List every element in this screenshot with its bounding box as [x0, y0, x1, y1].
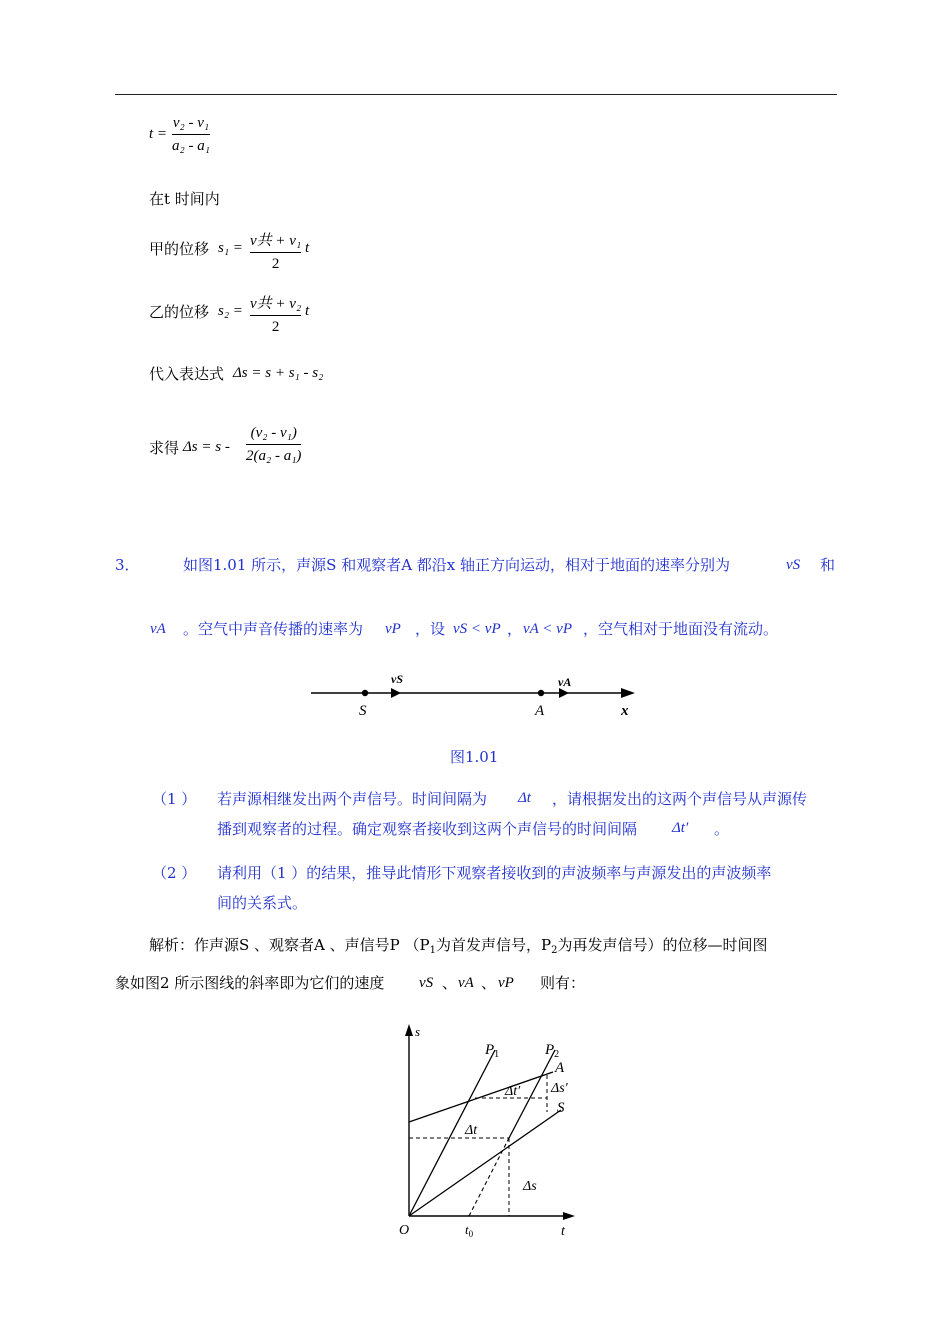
label-x: x [621, 703, 629, 719]
figure-caption: 图1.01 [450, 748, 499, 766]
label-t0-main: t [465, 1222, 469, 1237]
subquestion-2-line2: 间的关系式。 [217, 894, 308, 912]
yi-lhs: s₂ = [218, 303, 243, 319]
jia-lhs: s₁ = [218, 240, 243, 256]
label-P2-main: P [545, 1042, 555, 1058]
source-velocity-arrow [391, 688, 401, 698]
formula-t-fraction [172, 115, 210, 155]
label-A: A [535, 703, 545, 719]
subquestion-2-number: （2 ） [152, 864, 197, 882]
label-dsp: Δs′ [551, 1081, 568, 1096]
observer-dot [538, 690, 544, 696]
fraction-bar [250, 315, 301, 316]
label-origin: O [399, 1223, 410, 1238]
analysis-line1 [149, 936, 767, 960]
line-A [409, 1072, 553, 1122]
yi-denominator: 2 [271, 319, 280, 335]
subquestion-1-line2-a: 播到观察者的过程。确定观察者接收到这两个声信号的时间间隔 [217, 820, 638, 838]
yi-rhs: t [305, 303, 310, 319]
formula-t-numerator: v₂ - v₁ [172, 115, 210, 131]
label-vA: vA [558, 675, 572, 689]
result-numerator: (v₂ - v₁) [250, 425, 297, 441]
question-line1-var: vS [786, 557, 801, 573]
label-t-axis: t [561, 1224, 565, 1239]
analysis-line1-b: 为首发声信号，P [435, 936, 552, 954]
fraction-bar [172, 134, 210, 135]
label-S: S [359, 703, 367, 719]
formula-t-lhs: t = [149, 126, 168, 142]
subquestion-1-dt: Δt [518, 790, 531, 806]
subquestion-1-line1-a: 若声源相继发出两个声信号。时间间隔为 [217, 790, 488, 808]
analysis-va: vA [458, 975, 474, 991]
jia-label: 甲的位移 [149, 240, 210, 258]
label-dt: Δt [465, 1123, 478, 1138]
result-lhs: Δs = s - [183, 439, 230, 455]
label-vS: vS [391, 672, 403, 686]
formula-t-denominator: a₂ - a₁ [172, 138, 210, 154]
question-line2-c: ，空气相对于地面没有流动。 [583, 620, 779, 638]
substitute-expression: Δs = s + s₁ - s₂ [233, 365, 324, 381]
analysis-vp: vP [498, 975, 514, 991]
question-line2-b: ，设 [415, 620, 446, 638]
header-rule [115, 94, 837, 95]
yi-numerator: v共 + v₂ [250, 296, 302, 312]
observer-velocity-arrow [559, 688, 569, 698]
x-axis-arrow [621, 688, 635, 698]
line-S [409, 1110, 561, 1216]
yi-label: 乙的位移 [149, 303, 210, 321]
question-line1-end: 和 [820, 556, 836, 574]
label-S-line: S [557, 1100, 565, 1116]
analysis-line2-b: 则有： [540, 974, 586, 992]
question-line2-vp: vP [385, 621, 401, 637]
question-number: 3． [115, 556, 140, 574]
label-t0-sub: 0 [468, 1229, 474, 1239]
fraction-bar [250, 252, 301, 253]
figure-2-st-graph [385, 1020, 595, 1245]
analysis-p1-sub: 1 [429, 945, 436, 956]
result-label: 求得 [149, 439, 180, 457]
subquestion-1-dtp: Δt′ [672, 820, 689, 836]
in-time-text: 在t 时间内 [149, 190, 220, 208]
question-line2-cond1: vS < vP [453, 621, 501, 637]
label-P2-sub: 2 [554, 1049, 560, 1060]
subquestion-1-line1-b: ，请根据发出的这两个声信号从声源传 [552, 790, 808, 808]
analysis-line1-c: 为再发声信号）的位移—时间图 [557, 936, 768, 954]
question-line2-a: 。空气中声音传播的速率为 [183, 620, 364, 638]
subquestion-1-line2-b: 。 [714, 820, 730, 838]
substitute-label: 代入表达式 [149, 365, 225, 383]
analysis-line1-a: 解析：作声源S 、观察者A 、声信号P （P [149, 936, 430, 954]
figure-1-01 [305, 668, 645, 724]
subquestion-2-line1: 请利用（1 ）的结果，推导此情形下观察者接收到的声波频率与声源发出的声波频率 [217, 864, 772, 882]
source-dot [362, 690, 368, 696]
label-P1 [484, 1042, 499, 1060]
analysis-p2-sub: 2 [551, 945, 558, 956]
subquestion-1-number: （1 ） [152, 790, 197, 808]
jia-fraction [250, 229, 301, 273]
yi-fraction [250, 292, 301, 336]
question-line1: 如图1.01 所示，声源S 和观察者A 都沿x 轴正方向运动，相对于地面的速率分别为 [183, 556, 731, 574]
label-s-axis: s [415, 1024, 421, 1039]
label-P1-sub: 1 [494, 1049, 500, 1060]
fraction-bar [246, 444, 301, 445]
analysis-line2-a: 象如图2 所示图线的斜率即为它们的速度 [115, 974, 385, 992]
question-line2-va: vA [150, 621, 166, 637]
label-P1-main: P [485, 1042, 495, 1058]
question-line2-cond2: vA < vP [523, 621, 572, 637]
analysis-sep1: 、 [442, 974, 458, 992]
result-denominator: 2(a₂ - a₁) [246, 448, 302, 464]
question-line2-sep: ， [507, 620, 523, 638]
s-axis-arrow [405, 1024, 413, 1036]
jia-denominator: 2 [271, 256, 280, 272]
jia-numerator: v共 + v₁ [250, 233, 302, 249]
result-fraction [246, 425, 301, 465]
label-P2 [544, 1042, 559, 1060]
t-axis-arrow [563, 1212, 575, 1220]
label-ds: Δs [523, 1179, 537, 1194]
analysis-sep2: 、 [481, 974, 497, 992]
label-dtp: Δt′ [505, 1084, 521, 1099]
jia-rhs: t [305, 240, 310, 256]
label-A-line: A [555, 1060, 565, 1076]
analysis-vs: vS [419, 975, 434, 991]
label-t0 [465, 1222, 474, 1239]
